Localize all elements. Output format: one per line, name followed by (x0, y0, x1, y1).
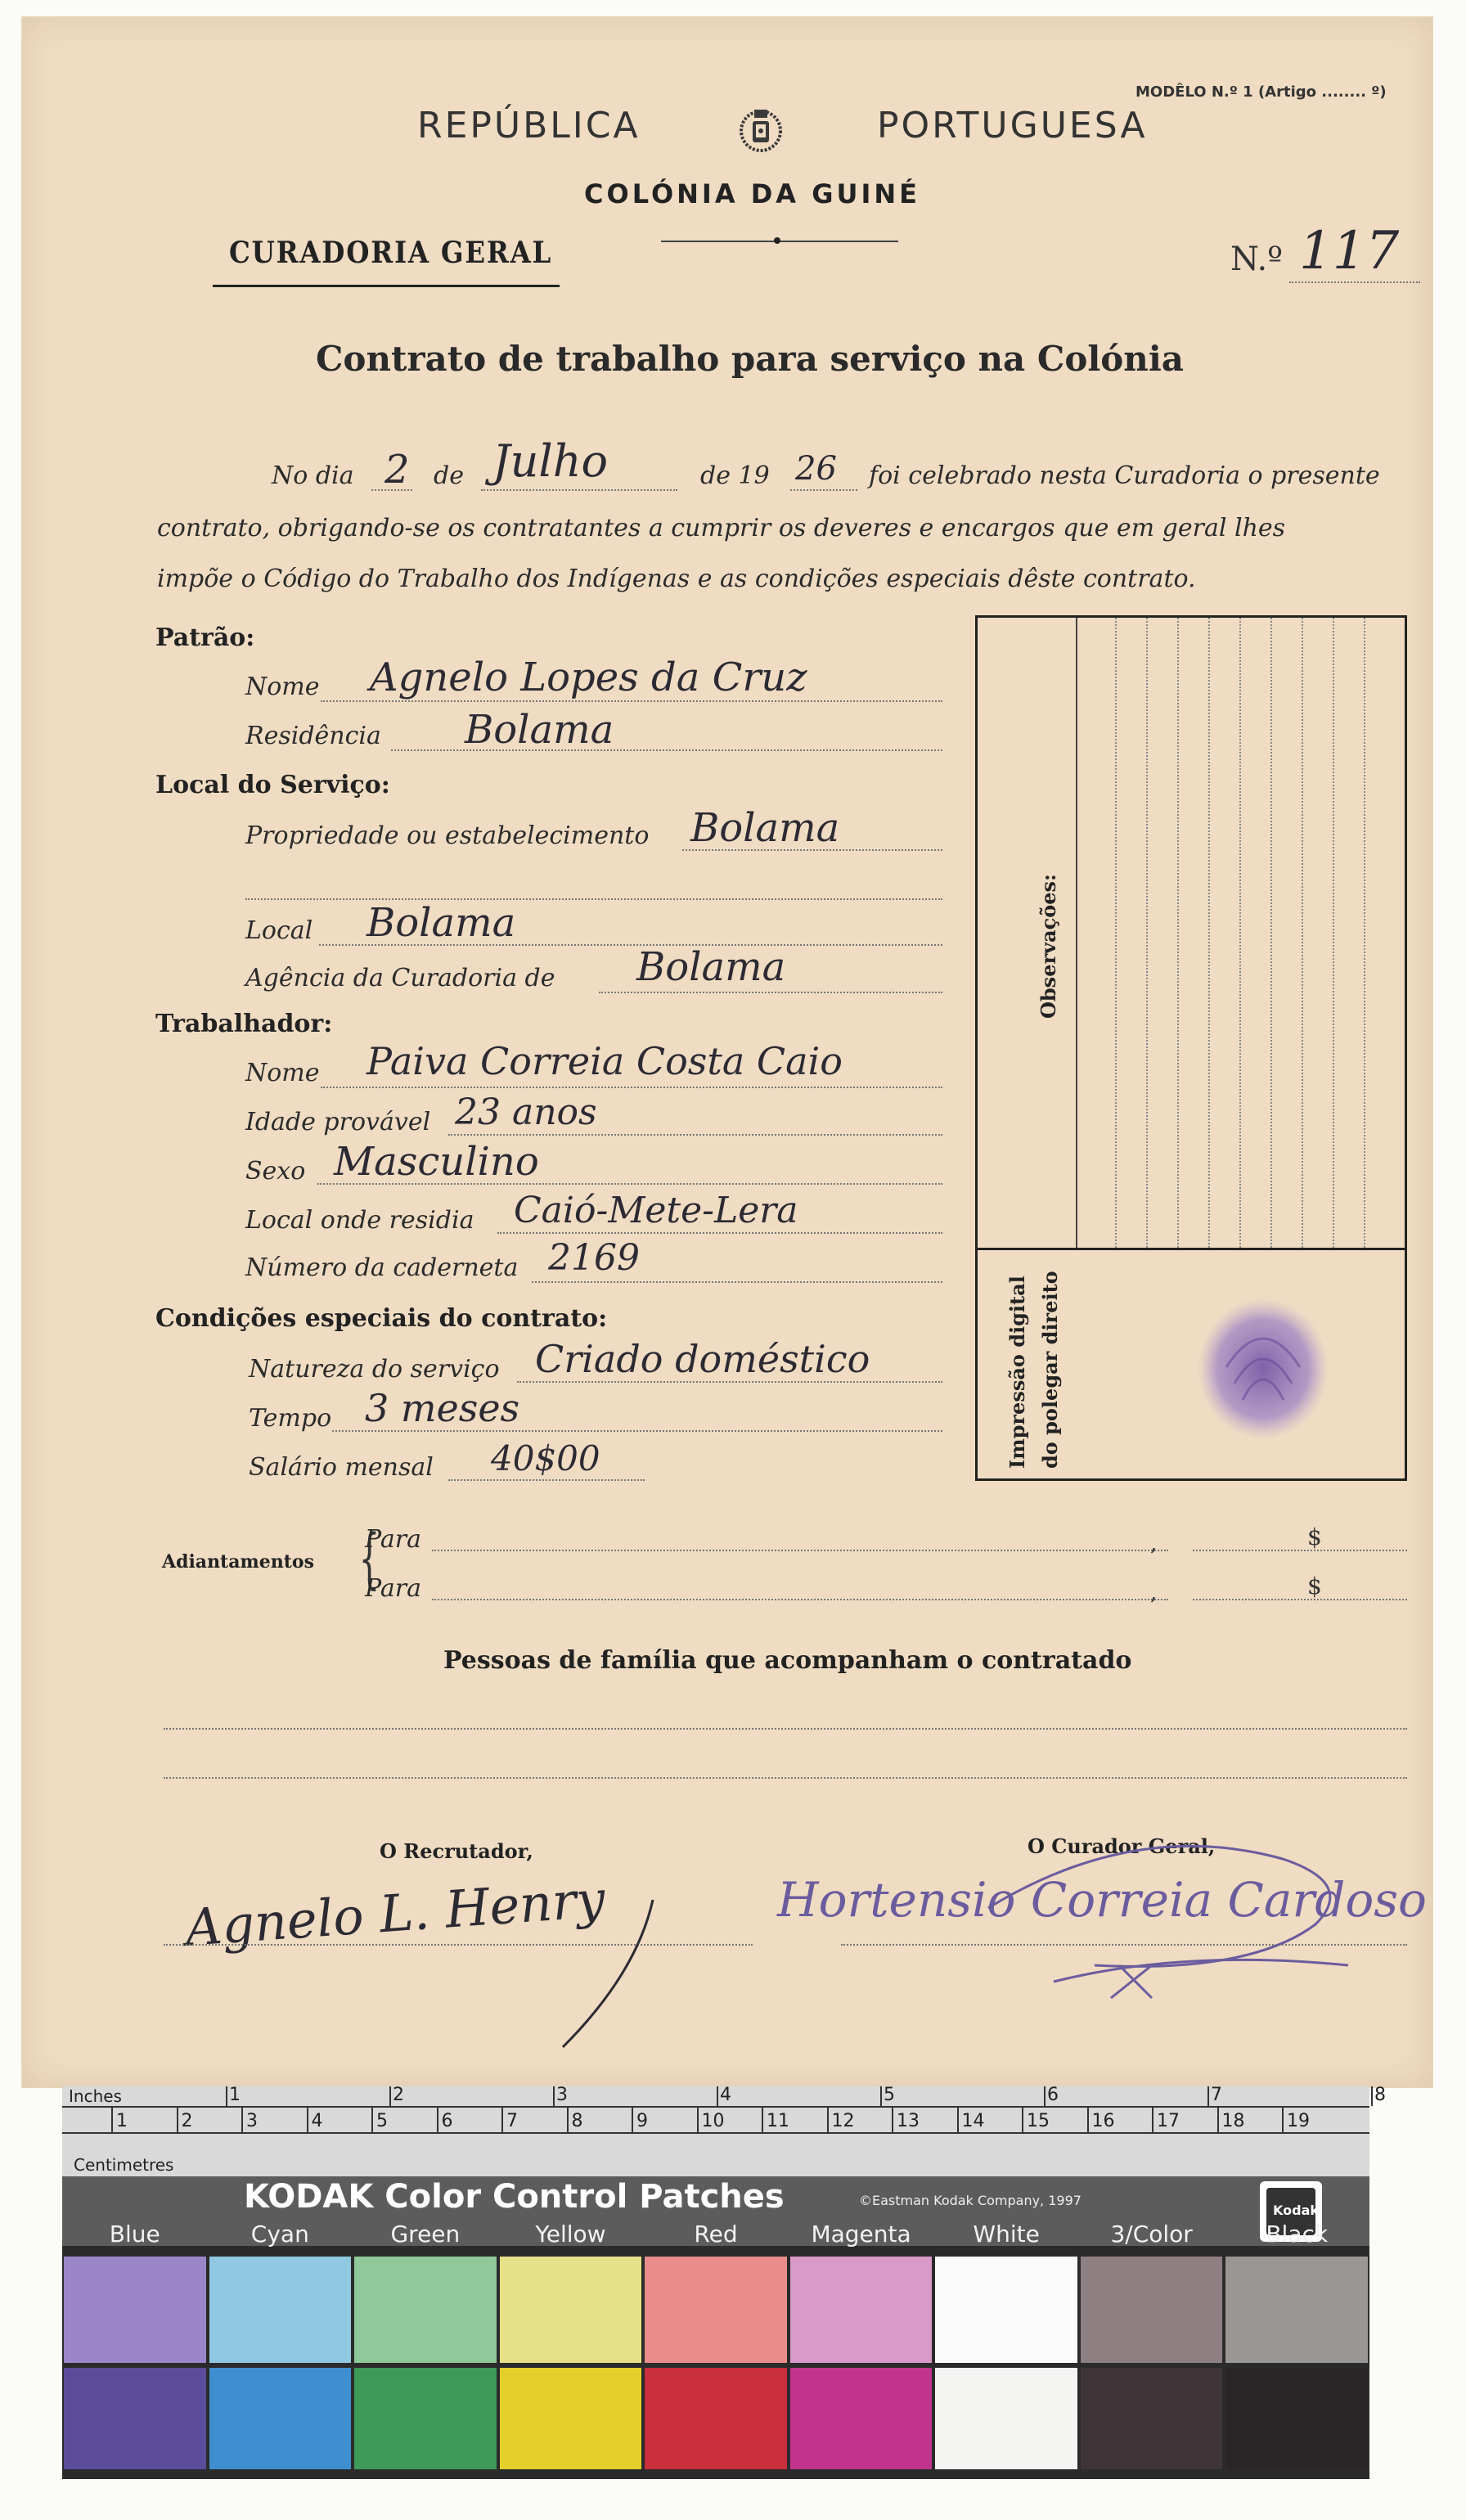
patch-dark (790, 2368, 933, 2469)
inch-tick (1371, 2086, 1373, 2106)
cm-number: 19 (1287, 2111, 1310, 2131)
natureza-value: Criado doméstico (535, 1337, 870, 1381)
patrao-heading: Patrão: (155, 623, 255, 652)
patch-dark (935, 2368, 1077, 2469)
curadoria-underline (213, 285, 560, 287)
page-title: Contrato de trabalho para serviço na Colónia (316, 339, 1185, 379)
cm-number: 6 (441, 2111, 453, 2131)
caderneta-dots (532, 1281, 942, 1283)
sexo-label: Sexo (245, 1157, 306, 1186)
cm-tick (827, 2108, 829, 2132)
impressao-label-1: Impressão digital (1005, 1276, 1029, 1469)
recrutador-flourish-icon (538, 1892, 669, 2055)
patch-light (1225, 2257, 1368, 2363)
patch-label: White (973, 2221, 1040, 2248)
local-value: Bolama (366, 900, 516, 946)
cm-number: 8 (571, 2111, 583, 2131)
patch-label: Magenta (811, 2221, 911, 2248)
propriedade-dots (682, 849, 942, 851)
intro-line2: contrato, obrigando-se os contratantes a cumprir os deveres e encargos que em geral lhes (157, 514, 1286, 542)
cm-number: 13 (897, 2111, 920, 2131)
propriedade-label: Propriedade ou estabelecimento (245, 821, 650, 850)
numero-dots (1289, 281, 1420, 283)
curador-flourish-icon (972, 1826, 1397, 2014)
tempo-value: 3 meses (365, 1386, 520, 1430)
cm-number: 7 (506, 2111, 518, 2131)
observacoes-label: Observações: (1037, 874, 1060, 1019)
intro-no-dia: No dia (272, 461, 354, 490)
inch-tick (226, 2086, 227, 2106)
patch-dark (1081, 2368, 1223, 2469)
year-dots (790, 489, 857, 491)
patch-label: 3/Color (1110, 2221, 1193, 2248)
color-patch (64, 2257, 206, 2469)
divider-dot (774, 237, 780, 244)
tempo-label: Tempo (249, 1404, 332, 1433)
cm-tick (371, 2108, 373, 2132)
patch-light (935, 2257, 1077, 2363)
inch-tick (553, 2086, 555, 2106)
propriedade-dots-2 (245, 898, 942, 900)
cm-tick (501, 2108, 503, 2132)
cm-tick (307, 2108, 308, 2132)
familia-line-2 (164, 1777, 1407, 1779)
inch-number: 6 (1047, 2085, 1059, 2105)
agencia-dots (599, 992, 942, 993)
modelo-number: MODÊLO N.º 1 (Artigo ........ º) (1135, 83, 1387, 101)
day-dots (371, 489, 412, 491)
patch-dark (500, 2368, 642, 2469)
patch-light (1081, 2257, 1223, 2363)
patch-light (209, 2257, 352, 2363)
cm-number: 4 (311, 2111, 323, 2131)
inch-number: 3 (556, 2085, 568, 2105)
patrao-nome-label: Nome (245, 673, 320, 701)
patch-label: Blue (109, 2221, 160, 2248)
inch-tick (389, 2086, 391, 2106)
cm-number: 16 (1091, 2111, 1115, 2131)
cm-tick (1282, 2108, 1284, 2132)
kodak-copyright: ©Eastman Kodak Company, 1997 (859, 2193, 1082, 2208)
natureza-label: Natureza do serviço (249, 1355, 500, 1384)
inch-number: 2 (393, 2085, 404, 2105)
patch-light (790, 2257, 933, 2363)
recrutador-signature: Agnelo L. Henry (183, 1869, 607, 1958)
caderneta-value: 2169 (548, 1237, 640, 1279)
intro-rest1: foi celebrado nesta Curadoria o presente (869, 461, 1380, 490)
adiantamentos-label: Adiantamentos (162, 1551, 314, 1573)
patch-dark (209, 2368, 352, 2469)
cm-tick (177, 2108, 178, 2132)
color-patch (790, 2257, 933, 2469)
color-patch (209, 2257, 352, 2469)
trabalhador-nome-label: Nome (245, 1059, 320, 1087)
cm-tick (111, 2108, 113, 2132)
local-servico-heading: Local do Serviço: (155, 771, 390, 799)
inch-tick (1207, 2086, 1209, 2106)
adiantamentos-brace: { (358, 1520, 380, 1596)
natureza-dots (517, 1381, 942, 1383)
idade-value: 23 anos (455, 1091, 597, 1133)
para-2-label: Para (365, 1574, 421, 1603)
color-patch (1225, 2257, 1368, 2469)
idade-label: Idade provável (245, 1108, 431, 1136)
intro-de1: de (434, 461, 464, 490)
impressao-label-2: do polegar direito (1038, 1271, 1062, 1469)
cm-number: 18 (1221, 2111, 1245, 2131)
kodak-color-strip (62, 2085, 1386, 2479)
agencia-value: Bolama (636, 944, 786, 990)
cm-tick (632, 2108, 633, 2132)
salario-dots (448, 1479, 645, 1481)
cm-tick (1022, 2108, 1023, 2132)
sexo-value: Masculino (334, 1139, 539, 1185)
patch-dark (64, 2368, 206, 2469)
cm-number: 9 (636, 2111, 648, 2131)
recrutador-label: O Recrutador, (380, 1839, 533, 1863)
cm-number: 15 (1027, 2111, 1050, 2131)
salario-value: 40$00 (491, 1438, 600, 1478)
month-dots (481, 489, 677, 491)
caderneta-label: Número da caderneta (245, 1253, 519, 1282)
trabalhador-nome-dots (321, 1087, 942, 1088)
intro-month: Julho (492, 435, 608, 487)
cm-tick (957, 2108, 959, 2132)
para-2-amount-dots (1193, 1599, 1407, 1600)
kodak-title: KODAK Color Control Patches (244, 2178, 785, 2216)
residia-label: Local onde residia (245, 1206, 474, 1235)
cm-number: 17 (1157, 2111, 1180, 2131)
patch-light (64, 2257, 206, 2363)
color-patch (645, 2257, 787, 2469)
residencia-value: Bolama (465, 707, 614, 753)
numero-value: 117 (1299, 221, 1400, 281)
inch-tick (880, 2086, 882, 2106)
inch-number: 1 (229, 2085, 241, 2105)
cm-tick (437, 2108, 438, 2132)
tempo-dots (332, 1430, 942, 1432)
familia-heading: Pessoas de família que acompanham o contratado (443, 1646, 1132, 1675)
cm-number: 2 (181, 2111, 193, 2131)
patch-light (645, 2257, 787, 2363)
intro-year: 26 (795, 450, 837, 488)
para-2-currency: $ (1307, 1573, 1322, 1600)
inch-number: 7 (1211, 2085, 1222, 2105)
kodak-logo-text: Kodak (1273, 2203, 1319, 2218)
color-patch (354, 2257, 497, 2469)
cm-number: 3 (246, 2111, 258, 2131)
propriedade-value: Bolama (690, 805, 840, 851)
intro-de2: de 19 (700, 461, 770, 490)
residencia-dots (391, 749, 942, 751)
patch-label: Green (390, 2221, 461, 2248)
para-1-currency: $ (1307, 1523, 1322, 1550)
patch-dark (354, 2368, 497, 2469)
intro-line3: impõe o Código do Trabalho dos Indígenas e as condições especiais dêste contrato. (157, 565, 1196, 593)
color-patch (935, 2257, 1077, 2469)
residia-value: Caió-Mete-Lera (514, 1190, 798, 1231)
familia-line-1 (164, 1728, 1407, 1730)
numero-label: N.º (1230, 241, 1283, 278)
patch-label: Black (1266, 2221, 1329, 2248)
trabalhador-nome-value: Paiva Correia Costa Caio (366, 1039, 843, 1083)
salario-label: Salário mensal (249, 1453, 434, 1482)
inch-tick (1044, 2086, 1046, 2106)
para-1-dots (432, 1550, 1168, 1551)
coat-of-arms-icon (736, 103, 785, 160)
cm-tick (697, 2108, 699, 2132)
idade-dots (448, 1134, 942, 1136)
cm-tick (241, 2108, 243, 2132)
cm-tick (1087, 2108, 1089, 2132)
republica-right: PORTUGUESA (877, 105, 1148, 146)
patch-label: Red (694, 2221, 738, 2248)
cm-number: 10 (701, 2111, 725, 2131)
cm-number: 5 (376, 2111, 388, 2131)
inch-number: 8 (1374, 2085, 1386, 2105)
curador-signature: Hortensio Correia Cardoso (777, 1872, 1427, 1928)
local-label: Local (245, 916, 313, 945)
cm-number: 12 (831, 2111, 855, 2131)
contract-form: MODÊLO N.º 1 (Artigo ........ º) REPÚBLICA PORTUGUESA COLÓNIA DA GUINÉ CURADORIA GERAL N.º 117 Contrato de trabalho para serviço na Colónia No dia 2 de Julho de 19 26 foi celebrado nesta Curadoria o presente contrato, obrigando-se os contratantes a cumprir os deveres e encargos que em geral lhes impõe o Código do Trabalho dos Indígenas e as condições especiais dêste contrato. Patrão: Nome Agnelo Lopes da Cruz Residência Bolama Local do Serviço: Propriedade ou estabelecimento Bolama Local Bolama Agência da Curadoria de Bolama Trabalhador: Nome Paiva Correia Costa Caio Idade provável 23 anos Sexo Masculino Local onde residia Caió-Mete-Lera Número da caderneta 2169 Condições especiais do contrato: Natureza do serviço Criado doméstico Tempo 3 meses Salário mensal 40$00 Observações: Impressão digital do polegar direito Adiantamentos { Para , $ Para , $ Pessoas de família que acompanham o contratado O Recrutador, Agnelo L. Henry O Curador Geral, Hortensio Correia Cardoso (23, 18, 1432, 2086)
patch-label: Yellow (535, 2221, 606, 2248)
patch-dark (645, 2368, 787, 2469)
intro-day: 2 (384, 447, 410, 493)
sexo-dots (317, 1183, 942, 1185)
cm-tick (567, 2108, 569, 2132)
centimetres-label: Centimetres (74, 2155, 174, 2175)
ruler (62, 2085, 1386, 2176)
residia-dots (497, 1232, 942, 1234)
republica-left: REPÚBLICA (417, 105, 641, 146)
colonia-heading: COLÓNIA DA GUINÉ (584, 178, 920, 209)
color-patch (500, 2257, 642, 2469)
inch-tick (717, 2086, 718, 2106)
para-1-amount-dots (1193, 1550, 1407, 1551)
curadoria-geral: CURADORIA GERAL (229, 236, 553, 270)
cm-number: 1 (116, 2111, 128, 2131)
para-1-label: Para (365, 1525, 421, 1554)
thumbprint-icon (1194, 1294, 1333, 1441)
cm-tick (1152, 2108, 1153, 2132)
patrao-nome-value: Agnelo Lopes da Cruz (370, 655, 807, 700)
color-patch (1081, 2257, 1223, 2469)
patrao-nome-dots (321, 700, 942, 702)
para-2-dots (432, 1599, 1168, 1600)
patch-dark (1225, 2368, 1368, 2469)
patch-light (500, 2257, 642, 2363)
agencia-label: Agência da Curadoria de (245, 964, 555, 992)
local-dots (319, 944, 942, 946)
inches-label: Inches (69, 2086, 122, 2106)
inch-number: 5 (884, 2085, 895, 2105)
patch-light (354, 2257, 497, 2363)
cm-number: 14 (961, 2111, 985, 2131)
trabalhador-heading: Trabalhador: (155, 1010, 333, 1038)
cm-tick (762, 2108, 763, 2132)
patch-label: Cyan (250, 2221, 309, 2248)
residencia-label: Residência (245, 722, 381, 750)
cm-tick (1217, 2108, 1219, 2132)
inch-number: 4 (720, 2085, 731, 2105)
condicoes-heading: Condições especiais do contrato: (155, 1304, 608, 1333)
curador-label: O Curador Geral, (1028, 1834, 1216, 1858)
cm-number: 11 (767, 2111, 789, 2131)
observacoes-box (975, 615, 1407, 1481)
cm-tick (892, 2108, 893, 2132)
